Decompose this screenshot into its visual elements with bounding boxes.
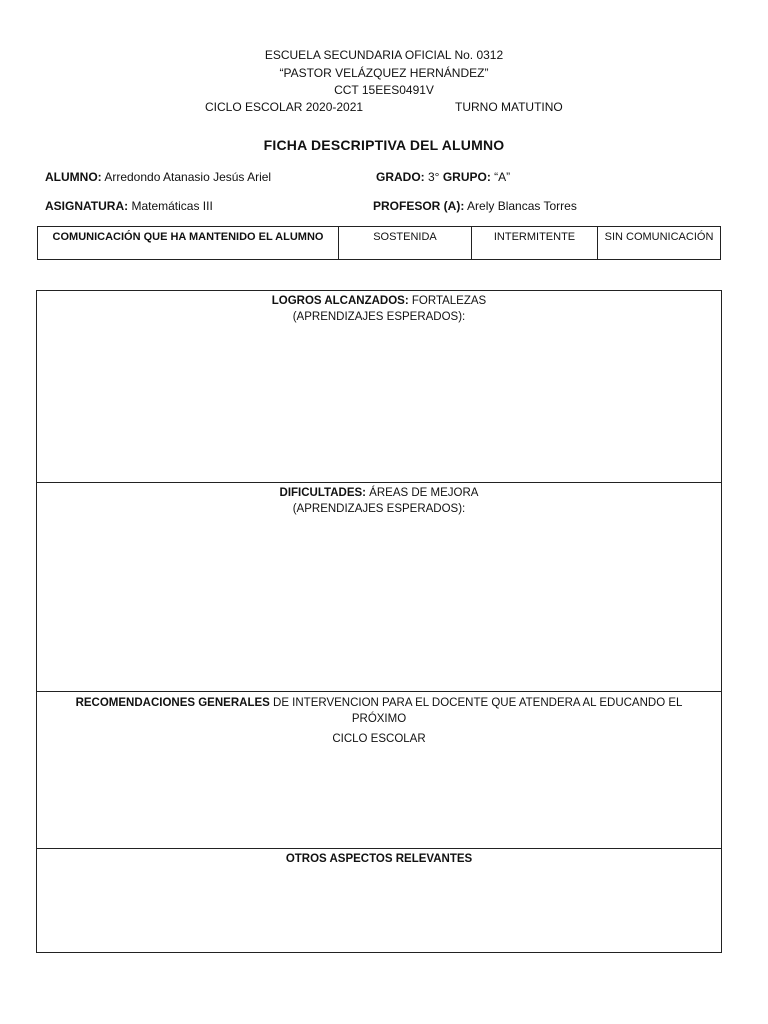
student-field (45, 169, 271, 185)
achievements-heading-bold: LOGROS ALCANZADOS: (271, 295, 409, 307)
communication-header: COMUNICACIÓN QUE HA MANTENIDO EL ALUMNO (38, 227, 339, 259)
subject-field (45, 198, 213, 214)
difficulties-subheading: (APRENDIZAJES ESPERADOS): (292, 503, 466, 515)
subject-label: ASIGNATURA: (45, 199, 129, 213)
recommendations-heading-bold: RECOMENDACIONES GENERALES (75, 697, 270, 709)
recommendations-subheading: CICLO ESCOLAR (332, 733, 426, 745)
teacher-value: Arely Blancas Torres (464, 199, 577, 213)
difficulties-section[interactable] (37, 483, 721, 692)
communication-option-none[interactable]: SIN COMUNICACIÓN (604, 231, 714, 243)
grade-value: 3° (424, 170, 443, 184)
teacher-field (373, 198, 577, 214)
difficulties-heading (51, 485, 707, 501)
sections-box (36, 290, 722, 953)
school-shift: TURNO MATUTINO (455, 100, 563, 114)
recommendations-section[interactable] (37, 692, 721, 849)
group-value: “A” (490, 170, 511, 184)
other-heading: OTROS ASPECTOS RELEVANTES (285, 853, 473, 865)
achievements-heading-rest: FORTALEZAS (408, 295, 487, 307)
document-title: FICHA DESCRIPTIVA DEL ALUMNO (263, 137, 505, 153)
school-name: ESCUELA SECUNDARIA OFICIAL No. 0312 (264, 48, 504, 62)
communication-table (37, 226, 721, 260)
communication-option-sustained[interactable]: SOSTENIDA (339, 227, 472, 259)
student-label: ALUMNO: (45, 170, 102, 184)
difficulties-heading-rest: ÁREAS DE MEJORA (365, 487, 479, 499)
recommendations-heading-rest: DE INTERVENCION PARA EL DOCENTE QUE ATENDERA AL EDUCANDO EL PRÓXIMO (269, 697, 683, 725)
achievements-heading (51, 293, 707, 309)
difficulties-heading-bold: DIFICULTADES: (279, 487, 366, 499)
school-patron: “PASTOR VELÁZQUEZ HERNÁNDEZ” (279, 66, 489, 80)
communication-option-intermittent[interactable]: INTERMITENTE (472, 227, 598, 259)
recommendations-heading (51, 695, 707, 727)
group-label: GRUPO: (442, 170, 491, 184)
achievements-subheading: (APRENDIZAJES ESPERADOS): (292, 311, 466, 323)
subject-value: Matemáticas III (128, 199, 213, 213)
achievements-section[interactable] (37, 291, 721, 483)
grade-label: GRADO: (376, 170, 425, 184)
student-value: Arredondo Atanasio Jesús Ariel (101, 170, 272, 184)
teacher-label: PROFESOR (A): (373, 199, 465, 213)
school-cycle: CICLO ESCOLAR 2020-2021 (205, 100, 364, 114)
grade-field (376, 169, 510, 185)
other-section[interactable] (37, 849, 721, 952)
school-cct: CCT 15EES0491V (334, 83, 434, 97)
